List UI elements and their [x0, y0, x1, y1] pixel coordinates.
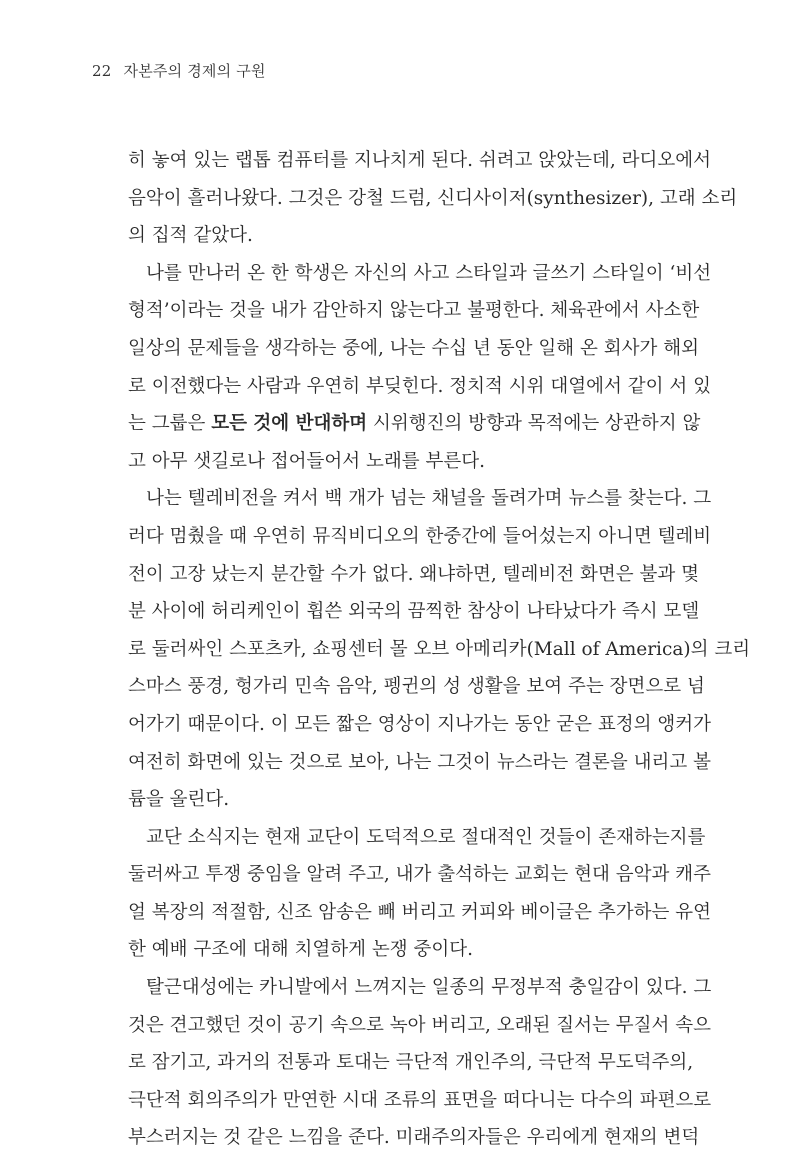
text-line: 스마스 풍경, 헝가리 민속 음악, 펭귄의 성 생활을 보여 주는 장면으로 넘: [128, 676, 705, 698]
text-segment: 시위행진의 방향과 목적에는 상관하지 않: [367, 413, 701, 435]
text-line: 고 아무 샛길로나 접어들어서 노래를 부른다.: [128, 450, 485, 472]
text-line: 러다 멈췄을 때 우연히 뮤직비디오의 한중간에 들어섰는지 아니면 텔레비: [128, 525, 712, 547]
running-header: [92, 60, 266, 81]
page-number: 22: [92, 62, 112, 80]
text-line: 어가기 때문이다. 이 모든 짧은 영상이 지나가는 동안 굳은 표정의 앵커가: [128, 713, 711, 735]
text-line: 로 이전했다는 사람과 우연히 부딪힌다. 정치적 시위 대열에서 같이 서 있: [128, 375, 711, 397]
text-line: 분 사이에 허리케인이 휩쓴 외국의 끔찍한 참상이 나타났다가 즉시 모델: [128, 601, 700, 623]
emphasized-text: 모든 것에 반대하며: [211, 413, 368, 435]
text-line: 로 잠기고, 과거의 전통과 토대는 극단적 개인주의, 극단적 무도덕주의,: [128, 1052, 694, 1074]
text-line: 나를 만나러 온 한 학생은 자신의 사고 스타일과 글쓰기 스타일이 ‘비선: [146, 262, 712, 284]
text-line: 것은 견고했던 것이 공기 속으로 녹아 버리고, 오래된 질서는 무질서 속으: [128, 1014, 711, 1036]
text-line: 전이 고장 났는지 분간할 수가 없다. 왜냐하면, 텔레비전 화면은 불과 몇: [128, 563, 699, 585]
text-line: 음악이 흘러나왔다. 그것은 강철 드럼, 신디사이저(synthesizer), 고래 소리: [128, 187, 738, 209]
text-line: 부스러지는 것 같은 느낌을 준다. 미래주의자들은 우리에게 현재의 변덕: [128, 1127, 700, 1149]
text-segment: 는 그룹은: [128, 413, 212, 435]
text-line: 여전히 화면에 있는 것으로 보아, 나는 그것이 뉴스라는 결론을 내리고 볼: [128, 751, 711, 773]
text-line: 의 집적 같았다.: [128, 225, 253, 247]
text-line: 교단 소식지는 현재 교단이 도덕적으로 절대적인 것들이 존재하는지를: [146, 826, 706, 848]
text-line: 형적’이라는 것을 내가 감안하지 않는다고 불평한다. 체육관에서 사소한: [128, 300, 700, 322]
book-title: 자본주의 경제의 구원: [123, 62, 266, 80]
text-line: 로 둘러싸인 스포츠카, 쇼핑센터 몰 오브 아메리카(Mall of America)의 크리: [128, 638, 751, 660]
text-line: 얼 복장의 적절함, 신조 암송은 빼 버리고 커피와 베이글은 추가하는 유연: [128, 901, 711, 923]
text-line: 나는 텔레비전을 켜서 백 개가 넘는 채널을 돌려가며 뉴스를 찾는다. 그: [146, 488, 712, 510]
text-line: 둘러싸고 투쟁 중임을 알려 주고, 내가 출석하는 교회는 현대 음악과 캐주: [128, 864, 711, 886]
text-line: 극단적 회의주의가 만연한 시대 조류의 표면을 떠다니는 다수의 파편으로: [128, 1089, 712, 1111]
text-line: 륨을 올린다.: [128, 789, 230, 811]
text-line: 한 예배 구조에 대해 치열하게 논쟁 중이다.: [128, 939, 473, 961]
body-text: [128, 142, 751, 1157]
text-line: 일상의 문제들을 생각하는 중에, 나는 수십 년 동안 일해 온 회사가 해외: [128, 337, 699, 359]
text-line: 히 놓여 있는 랩톱 컴퓨터를 지나치게 된다. 쉬려고 앉았는데, 라디오에서: [128, 150, 711, 171]
text-line: 탈근대성에는 카니발에서 느껴지는 일종의 무정부적 충일감이 있다. 그: [146, 977, 712, 999]
text-line-with-emphasis: [128, 405, 701, 443]
